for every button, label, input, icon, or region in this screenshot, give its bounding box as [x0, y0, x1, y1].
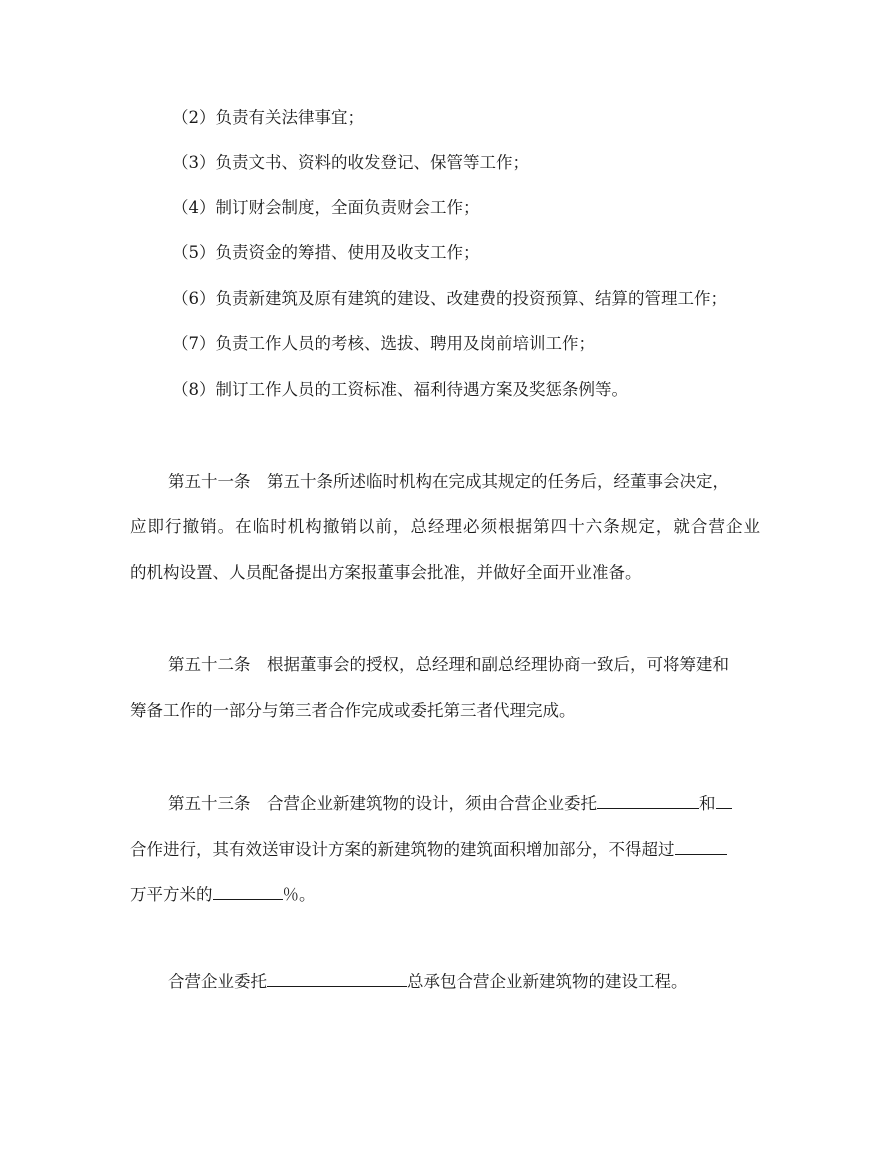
list-item: （3）负责文书、资料的收发登记、保管等工作；	[172, 153, 529, 172]
fill-in-blank[interactable]	[597, 792, 699, 809]
article-53-line-2	[130, 838, 727, 860]
entrust-text: 合营企业委托	[168, 972, 267, 991]
article-53-text: 第五十三条 合营企业新建筑物的设计，须由合营企业委托	[168, 794, 597, 813]
list-item: （4）制订财会制度，全面负责财会工作；	[172, 198, 480, 217]
article-52-line-1: 第五十二条 根据董事会的授权，总经理和副总经理协商一致后，可将筹建和	[168, 655, 729, 674]
article-51-line-3: 的机构设置、人员配备提出方案报董事会批准，并做好全面开业准备。	[130, 563, 642, 582]
article-53-line-1	[168, 792, 732, 814]
article-53-text: ％。	[282, 885, 316, 904]
fill-in-blank[interactable]	[213, 883, 283, 900]
entrust-text: 总承包合营企业新建筑物的建设工程。	[407, 972, 688, 991]
article-53-text: 万平方米的	[130, 885, 213, 904]
fill-in-blank[interactable]	[675, 838, 727, 855]
list-item: （6）负责新建筑及原有建筑的建设、改建费的投资预算、结算的管理工作；	[172, 289, 727, 308]
list-item: （5）负责资金的筹措、使用及收支工作；	[172, 243, 480, 262]
article-51-line-1: 第五十一条 第五十条所述临时机构在完成其规定的任务后，经董事会决定，	[168, 472, 729, 491]
entrust-paragraph	[168, 970, 688, 992]
list-item: （7）负责工作人员的考核、选拔、聘用及岗前培训工作；	[172, 334, 595, 353]
article-53-text: 和	[699, 794, 716, 813]
list-item: （8）制订工作人员的工资标准、福利待遇方案及奖惩条例等。	[172, 380, 628, 399]
fill-in-blank[interactable]	[716, 792, 732, 809]
list-item: （2）负责有关法律事宜；	[172, 108, 364, 127]
article-51-line-2: 应即行撤销。在临时机构撤销以前，总经理必须根据第四十六条规定，就合营企业	[130, 517, 760, 536]
fill-in-blank[interactable]	[267, 970, 407, 987]
article-53-line-3	[130, 883, 316, 905]
article-52-line-2: 筹备工作的一部分与第三者合作完成或委托第三者代理完成。	[130, 701, 576, 720]
article-53-text: 合作进行，其有效送审设计方案的新建筑物的建筑面积增加部分，不得超过	[130, 840, 675, 859]
